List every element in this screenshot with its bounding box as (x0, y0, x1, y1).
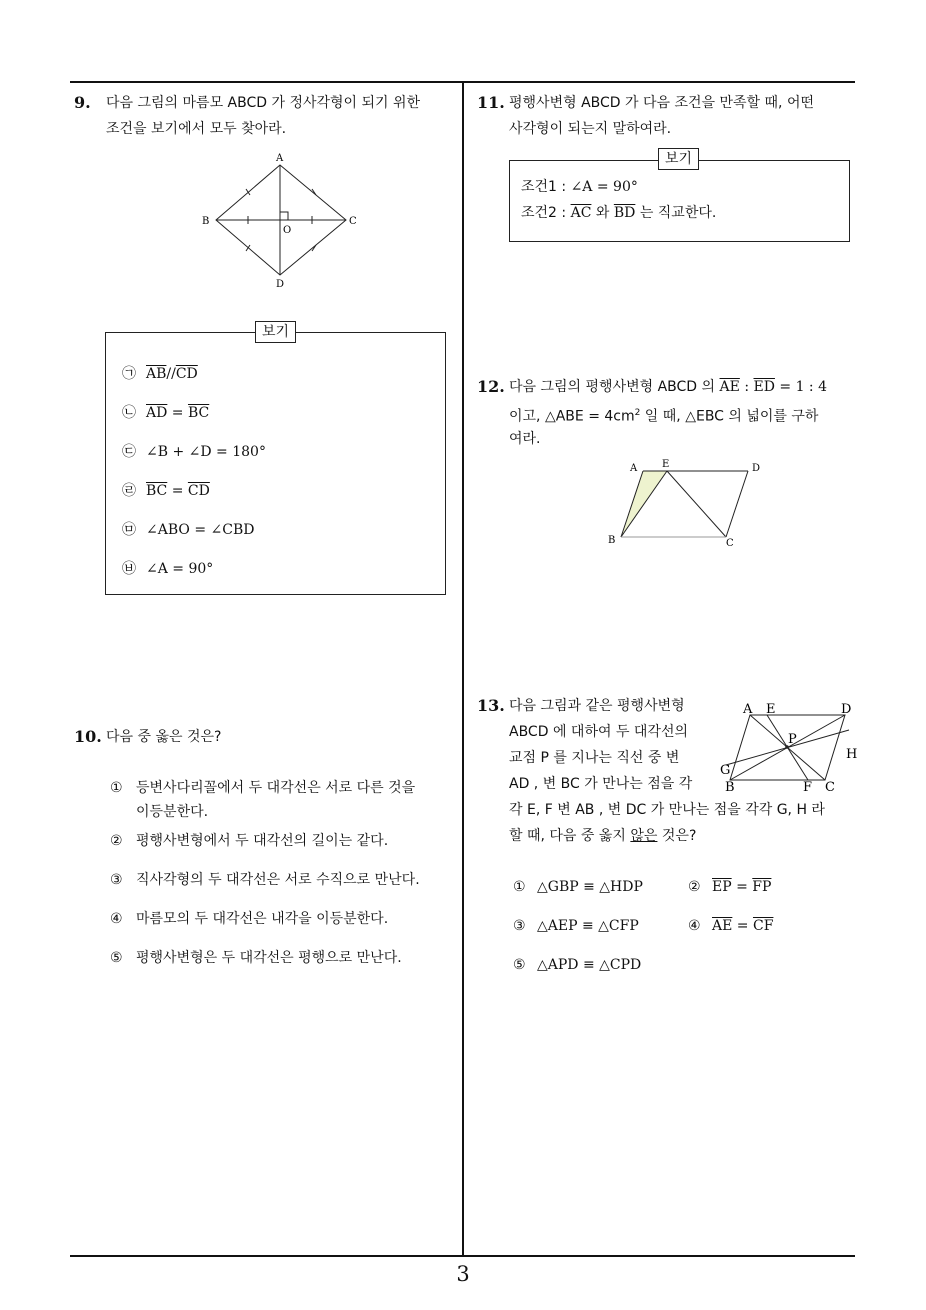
label-b: B (608, 535, 616, 546)
question-9-line-1: 다음 그림의 마름모 ABCD 가 정사각형이 되기 위한 (106, 95, 421, 111)
page-number: 3 (456, 1262, 470, 1286)
question-10-text: 다음 중 옳은 것은? (106, 729, 222, 745)
q9-choice-4: ㉣ $\overline{BC} = \overline{CD}$ (122, 483, 210, 499)
question-12-line-2: 이고, △ABE = $4cm^2$ 일 때, △EBC 의 넓이를 구하 (509, 408, 819, 425)
label-c: C (726, 538, 734, 549)
column-divider (462, 81, 464, 1257)
q11-condition-box (509, 160, 850, 242)
q9-choice-6: ㉥ ∠A = 90° (122, 561, 214, 577)
q10-option-5: ⑤ 평행사변형은 두 대각선은 평행으로 만난다. (110, 950, 402, 966)
question-12-line-3: 여라. (509, 431, 541, 447)
q13-option-3: ③ △AEP ≡ △CFP (513, 918, 639, 934)
q13-option-5: ⑤ △APD ≡ △CPD (513, 957, 642, 973)
right-angle-mark (280, 212, 288, 220)
q13-option-4: ④ $\overline{AE} = \overline{CF}$ (688, 918, 774, 934)
q13-option-1: ① △GBP ≡ △HDP (513, 879, 643, 895)
label-p: P (788, 732, 797, 747)
q10-option-1-cont: 이등분한다. (136, 804, 209, 820)
question-13-line-2: ABCD 에 대하여 두 대각선의 (509, 724, 689, 740)
label-g: G (720, 763, 731, 778)
q11-box-title: 보기 (658, 148, 699, 170)
question-10-number: 10. (74, 727, 102, 746)
q10-option-3: ③ 직사각형의 두 대각선은 서로 수직으로 만난다. (110, 872, 420, 888)
q9-box-title: 보기 (255, 321, 296, 343)
parallelogram-figure-q13 (715, 697, 865, 797)
question-13-line-6: 할 때, 다음 중 옳지 않은 것은? (509, 828, 697, 844)
q10-option-4: ④ 마름모의 두 대각선은 내각을 이등분한다. (110, 911, 389, 927)
q10-option-1: ① 등변사다리꼴에서 두 대각선은 서로 다른 것을 (110, 780, 416, 796)
rhombus-figure (190, 145, 370, 295)
question-11-line-1: 평행사변형 ABCD 가 다음 조건을 만족할 때, 어떤 (509, 95, 814, 111)
label-d: D (841, 702, 852, 717)
parallelogram-figure-q12 (600, 455, 775, 550)
label-a: A (743, 702, 753, 717)
q9-choice-2: ㉡ $\overline{AD} = \overline{BC}$ (122, 405, 210, 421)
q11-condition-2: 조건2 : $\overline{AC}$ 와 $\overline{BD}$ 는 직교한다. (521, 205, 717, 221)
label-a: A (630, 463, 638, 474)
question-12-line-1: 다음 그림의 평행사변형 ABCD 의 $\overline{AE}$ : $\overline{ED} = 1$ : 4 (509, 379, 828, 395)
label-d: D (276, 279, 285, 290)
question-13-line-5: 각 E, F 변 AB , 변 DC 가 만나는 점을 각각 G, H 라 (509, 802, 825, 818)
question-12-number: 12. (477, 377, 505, 396)
label-f: F (803, 780, 813, 795)
question-13-line-4: AD , 변 BC 가 만나는 점을 각 (509, 776, 693, 792)
question-9-number: 9. (74, 93, 91, 112)
label-e: E (662, 459, 670, 470)
label-e: E (766, 702, 776, 717)
label-c: C (825, 780, 835, 795)
question-11-line-2: 사각형이 되는지 말하여라. (509, 121, 672, 137)
label-h: H (846, 747, 858, 762)
label-d: D (752, 463, 761, 474)
side-dc (726, 471, 748, 537)
q9-choice-1: ㉠ $\overline{AB}//\overline{CD}$ (122, 366, 198, 382)
label-c: C (349, 216, 357, 227)
q9-choice-3: ㉢ ∠B + ∠D = 180° (122, 444, 266, 460)
label-o: O (283, 225, 292, 236)
q11-condition-1: 조건1 : ∠A = 90° (521, 179, 638, 195)
label-b: B (725, 780, 735, 795)
bottom-rule (70, 1255, 855, 1257)
label-a: A (276, 153, 284, 164)
question-13-number: 13. (477, 696, 505, 715)
label-b: B (202, 216, 210, 227)
question-13-line-3: 교점 P 를 지나는 직선 중 변 (509, 750, 680, 766)
q9-choice-5: ㉤ ∠ABO = ∠CBD (122, 522, 255, 538)
question-13-line-1: 다음 그림과 같은 평행사변형 (509, 698, 685, 714)
question-9-line-2: 조건을 보기에서 모두 찾아라. (106, 121, 287, 137)
q13-option-2: ② $\overline{EP} = \overline{FP}$ (688, 879, 772, 895)
q10-option-2: ② 평행사변형에서 두 대각선의 길이는 같다. (110, 833, 389, 849)
segment-ec (667, 471, 726, 537)
question-11-number: 11. (477, 93, 505, 112)
